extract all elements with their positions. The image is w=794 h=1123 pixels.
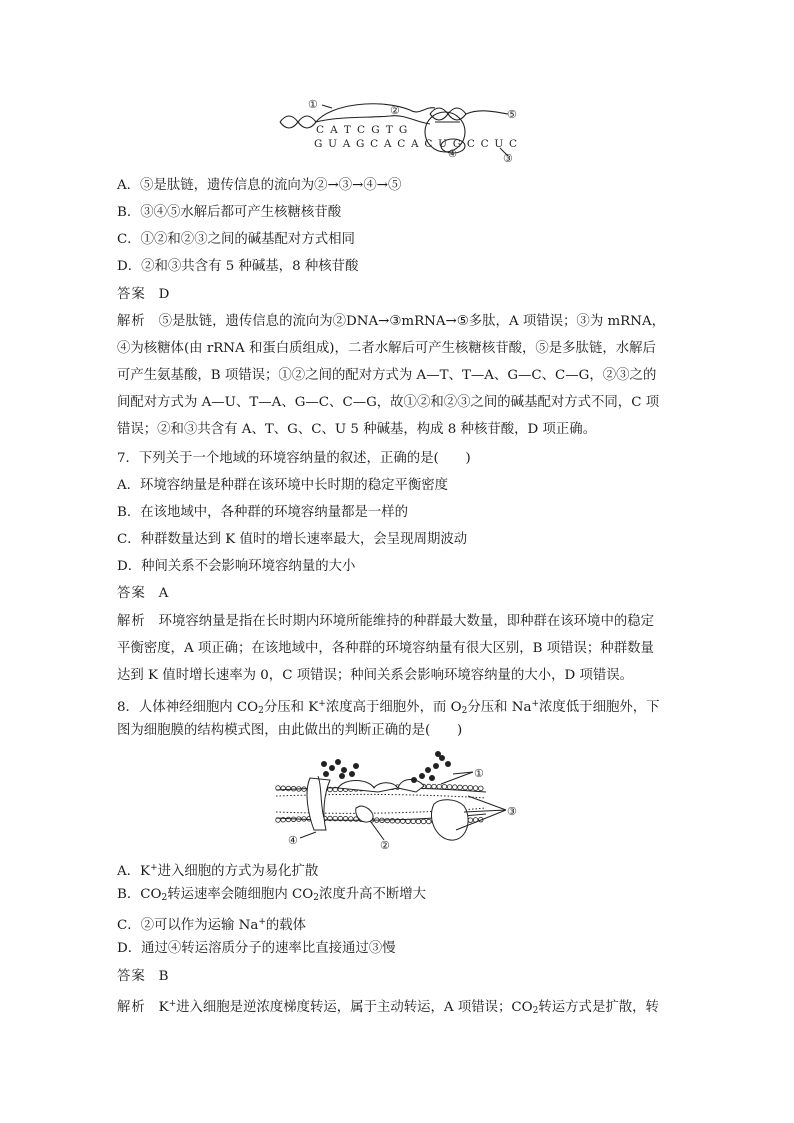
q6-option-c: C．①②和②③之间的碱基配对方式相同 (117, 232, 355, 247)
dna-sequence: C A T C G T G (316, 124, 409, 136)
q8-stem-line-2: 图为细胞膜的结构模式图，由此做出的判断正确的是( ) (117, 723, 463, 738)
analysis-label: 解析 (117, 1000, 146, 1015)
mrna-sequence: G U A G C A C A C U G C C U C (314, 138, 519, 150)
q8-stem-line-1: 8．人体神经细胞内 $CO_2$分压和 K+浓度高于细胞外，而 $O_2$分压和 Na+浓度低于细胞外，下 (117, 699, 660, 716)
cell-membrane-diagram (268, 748, 528, 850)
q7-analysis-line-1 (117, 613, 654, 631)
lipid-head (421, 819, 426, 824)
q6-option-a: A．⑤是肽链，遗传信息的流向为②→③→④→⑤ (117, 178, 402, 193)
q7-option-c: C．种群数量达到 K 值时的增长速率最大，会呈现周期波动 (117, 532, 468, 547)
analysis-text: 环境容纳量是指在长时期内环境所能维持的种群最大数量，即种群在该环境中的稳定 (158, 614, 655, 629)
answer-label: 答案 (117, 586, 146, 601)
answer-value: D (158, 287, 170, 302)
q6-analysis-line-4: 间配对方式为 A—U、T—A、G—C、C—G，故①②和②③之间的碱基配对方式不同，C 项 (117, 395, 660, 410)
lipid-head (468, 786, 473, 791)
marker-5: ⑤ (507, 108, 517, 121)
q7-option-b: B．在该地域中，各种群的环境容纳量都是一样的 (117, 505, 409, 520)
q8-answer (117, 968, 168, 986)
q7-option-a: A．环境容纳量是种群在该环境中长时期的稳定平衡密度 (117, 478, 449, 493)
q6-analysis-line-2: ④为核糖体(由 rRNA 和蛋白质组成)，二者水解后可产生核糖核苷酸，⑤是多肽链，水解后 (117, 341, 656, 356)
q7-analysis-line-2: 平衡密度，A 项正确；在该地域中，各种群的环境容纳量有很大区别，B 项错误；种群数量 (117, 641, 654, 656)
marker-4: ④ (288, 834, 298, 847)
q8-option-b: B．$CO_2$转运速率会随细胞内 $CO_2$浓度升高不断增大 (117, 887, 427, 903)
marker-2: ② (380, 839, 390, 850)
lipid-head (458, 785, 463, 790)
analysis-label: 解析 (117, 614, 146, 629)
lipid-head (432, 784, 437, 789)
answer-value: A (158, 586, 169, 601)
q6-option-d: D．②和③共含有 5 种碱基，8 种核苷酸 (117, 259, 359, 274)
lipid-head (390, 818, 395, 823)
lipid-head (479, 786, 484, 791)
lipid-head (411, 819, 416, 824)
q6-analysis-line-3: 可产生氨基酸，B 项错误；①②之间的配对方式为 A—T、T—A、G—C、C—G，②③之的 (117, 368, 657, 383)
marker-1: ① (474, 767, 484, 780)
answer-label: 答案 (117, 969, 146, 984)
analysis-label: 解析 (117, 314, 146, 329)
q8-analysis-line-1: 解析 K+进入细胞是逆浓度梯度转运，属于主动转运，A 项错误；$CO_2$转运方式是扩散，转 (117, 999, 659, 1016)
q6-answer (117, 286, 169, 304)
marker-2: ② (390, 104, 400, 117)
lipid-head (427, 819, 432, 824)
q7-stem: 7．下列关于一个地域的环境容纳量的叙述，正确的是( ) (117, 451, 471, 466)
marker-3: ③ (503, 152, 513, 165)
lipid-head (286, 786, 291, 791)
lipid-head (286, 817, 291, 822)
lipid-head (468, 818, 473, 823)
marker-3: ③ (507, 805, 517, 818)
q6-option-b: B．③④⑤水解后都可产生核糖核苷酸 (117, 205, 342, 220)
lipid-head (453, 785, 458, 790)
lipid-head (447, 785, 452, 790)
transcription-diagram (270, 94, 530, 166)
marker-1: ① (308, 98, 318, 111)
q6-analysis-line-1 (117, 313, 665, 331)
lipid-head (437, 784, 442, 789)
q7-answer (117, 585, 168, 603)
lipid-head (385, 818, 390, 823)
marker-4: ④ (448, 149, 457, 160)
lipid-head (416, 819, 421, 824)
q6-analysis-line-5: 错误；②和③共含有 A、T、G、C、U 5 种碱基，构成 8 种核苷酸，D 项正确。 (117, 422, 597, 437)
q7-analysis-line-3: 达到 K 值时增长速率为 0，C 项错误；种间关系会影响环境容纳量的大小，D 项错误。 (117, 668, 634, 683)
answer-label: 答案 (117, 287, 146, 302)
q7-option-d: D．种间关系不会影响环境容纳量的大小 (117, 559, 356, 574)
lipid-head (463, 785, 468, 790)
lipid-head (442, 784, 447, 789)
lipid-head (473, 786, 478, 791)
q8-option-a: A．K+进入细胞的方式为易化扩散 (117, 863, 319, 879)
analysis-text: ⑤是肽链，遗传信息的流向为②DNA→③mRNA→⑤多肽，A 项错误；③为 mRNA， (158, 314, 666, 329)
q8-option-c: C．②可以作为运输 Na+的载体 (117, 917, 307, 933)
answer-value: B (158, 969, 169, 984)
q8-option-d: D．通过④转运溶质分子的速率比直接通过③慢 (117, 941, 396, 956)
